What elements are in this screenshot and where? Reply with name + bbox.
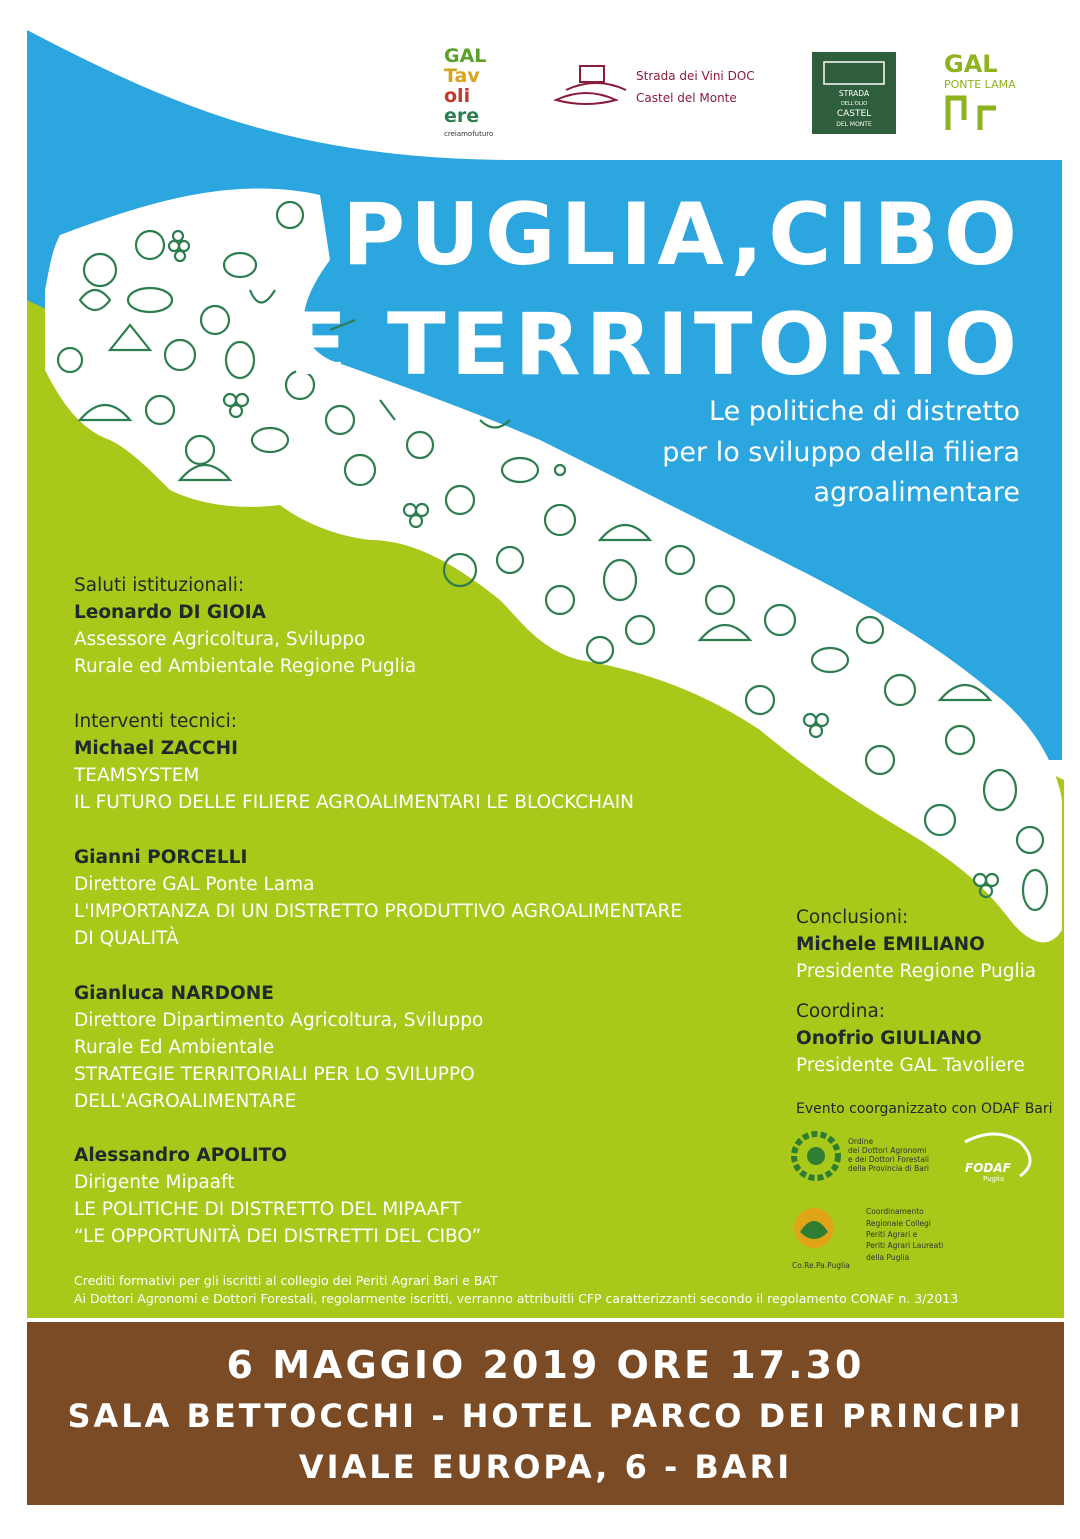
credits-line-2: Ai Dottori Agronomi e Dottori Forestali, regolarmente iscritti, verranno attribuitli CFP caratterizzanti secondo il regolamento CONAF n. 3/2013 (74, 1291, 959, 1306)
fodaf-logo (955, 1128, 1035, 1184)
section-label: Coordina: (796, 1001, 886, 1022)
svg-text:CASTEL: CASTEL (836, 109, 872, 119)
svg-text:DEL MONTE: DEL MONTE (836, 121, 872, 128)
svg-text:STRADA: STRADA (838, 89, 870, 98)
speaker-role: Direttore Dipartimento Agricoltura, Sviluppo (74, 1010, 484, 1031)
subtitle-line-2: per lo sviluppo della filiera (662, 436, 1020, 468)
event-date-time: 6 MAGGIO 2019 ORE 17.30 (226, 1343, 865, 1387)
speaker-name: Onofrio GIULIANO (796, 1028, 982, 1049)
coordina-block (796, 998, 1025, 1079)
speaker-role: Assessore Agricoltura, Sviluppo (74, 629, 366, 650)
speaker-name: Gianni PORCELLI (74, 847, 248, 868)
corepa-logo (790, 1202, 970, 1272)
event-address: VIALE EUROPA, 6 - BARI (298, 1448, 793, 1486)
svg-text:DELL'OLIO: DELL'OLIO (840, 101, 868, 107)
svg-text:Puglia: Puglia (983, 1175, 1005, 1183)
speaker-name: Michael ZACCHI (74, 738, 238, 759)
program-interventi (74, 708, 634, 816)
speaker-role: Presidente Regione Puglia (796, 961, 1037, 982)
program-nardone (74, 980, 483, 1115)
talk-title: L'IMPORTANZA DI UN DISTRETTO PRODUTTIVO AGROALIMENTARE (74, 901, 683, 922)
svg-text:della Puglia: della Puglia (866, 1253, 910, 1262)
conclusioni-block (796, 904, 1036, 985)
speaker-role: Rurale ed Ambientale Regione Puglia (74, 656, 417, 677)
title-line-2: E TERRITORIO (288, 295, 1022, 396)
svg-text:Coordinamento: Coordinamento (866, 1207, 924, 1216)
svg-text:PONTE LAMA: PONTE LAMA (944, 78, 1016, 91)
talk-title: DI QUALITÀ (74, 928, 179, 949)
svg-text:oli: oli (444, 85, 471, 107)
credits-note (74, 1272, 958, 1308)
speaker-name: Alessandro APOLITO (74, 1145, 288, 1166)
svg-text:Strada dei Vini DOC: Strada dei Vini DOC (636, 69, 755, 83)
subtitle-line-3: agroalimentare (813, 477, 1020, 508)
credits-line-1: Crediti formativi per gli iscritti al collegio dei Periti Agrari Bari e BAT (74, 1273, 498, 1288)
talk-title: DELL'AGROALIMENTARE (74, 1091, 297, 1112)
talk-title: IL FUTURO DELLE FILIERE AGROALIMENTARI LE BLOCKCHAIN (74, 792, 635, 813)
poster-title (288, 180, 1022, 400)
gal-ponte-lama-logo (940, 48, 1030, 138)
svg-text:Periti Agrari e: Periti Agrari e (866, 1230, 918, 1239)
speaker-role: Rurale Ed Ambientale (74, 1037, 275, 1058)
svg-text:Castel del Monte: Castel del Monte (636, 91, 737, 105)
speaker-name: Leonardo DI GIOIA (74, 602, 266, 623)
event-details-footer (27, 1322, 1064, 1505)
speaker-name: Michele EMILIANO (796, 934, 985, 955)
section-label: Interventi tecnici: (74, 711, 237, 732)
coorganizer-note: Evento coorganizzato con ODAF Bari (796, 1101, 1053, 1117)
program-porcelli (74, 844, 682, 952)
svg-text:GAL: GAL (444, 45, 487, 67)
section-label: Saluti istituzionali: (74, 575, 245, 596)
svg-text:della Provincia di Bari: della Provincia di Bari (848, 1164, 930, 1173)
talk-title: STRATEGIE TERRITORIALI PER LO SVILUPPO (74, 1064, 475, 1085)
subtitle-line-1: Le politiche di distretto (709, 396, 1020, 427)
svg-text:creiamofuturo: creiamofuturo (444, 130, 494, 138)
svg-text:Regionale Collegi: Regionale Collegi (866, 1219, 931, 1228)
speaker-name: Gianluca NARDONE (74, 983, 274, 1004)
odaf-logo (790, 1128, 930, 1184)
speaker-role: TEAMSYSTEM (74, 765, 200, 786)
svg-text:Co.Re.Pa.Puglia: Co.Re.Pa.Puglia (792, 1261, 850, 1270)
svg-text:dei Dottori Agronomi: dei Dottori Agronomi (848, 1146, 927, 1155)
svg-text:Ordine: Ordine (848, 1137, 874, 1146)
section-label: Conclusioni: (796, 907, 909, 928)
svg-text:ere: ere (444, 105, 480, 127)
poster-subtitle (662, 392, 1020, 514)
svg-text:e dei Dottori Forestali: e dei Dottori Forestali (848, 1155, 930, 1164)
talk-title: “LE OPPORTUNITÀ DEI DISTRETTI DEL CIBO” (74, 1226, 482, 1247)
svg-text:Periti Agrari Laureati: Periti Agrari Laureati (866, 1241, 944, 1250)
gal-tavoliere-logo (440, 42, 500, 142)
title-line-1: PUGLIA,CIBO (342, 185, 1022, 285)
svg-text:FODAF: FODAF (965, 1161, 1011, 1175)
program-saluti (74, 572, 416, 680)
talk-title: LE POLITICHE DI DISTRETTO DEL MIPAAFT (74, 1199, 462, 1220)
speaker-role: Presidente GAL Tavoliere (796, 1055, 1025, 1076)
svg-text:Tav: Tav (444, 65, 480, 87)
event-venue: SALA BETTOCCHI - HOTEL PARCO DEI PRINCIPI (67, 1397, 1024, 1435)
speaker-role: Direttore GAL Ponte Lama (74, 874, 315, 895)
speaker-role: Dirigente Mipaaft (74, 1172, 235, 1193)
svg-text:GAL: GAL (944, 50, 998, 78)
program-apolito (74, 1142, 481, 1250)
strada-olio-logo (812, 52, 896, 134)
strada-vini-logo (550, 60, 780, 120)
